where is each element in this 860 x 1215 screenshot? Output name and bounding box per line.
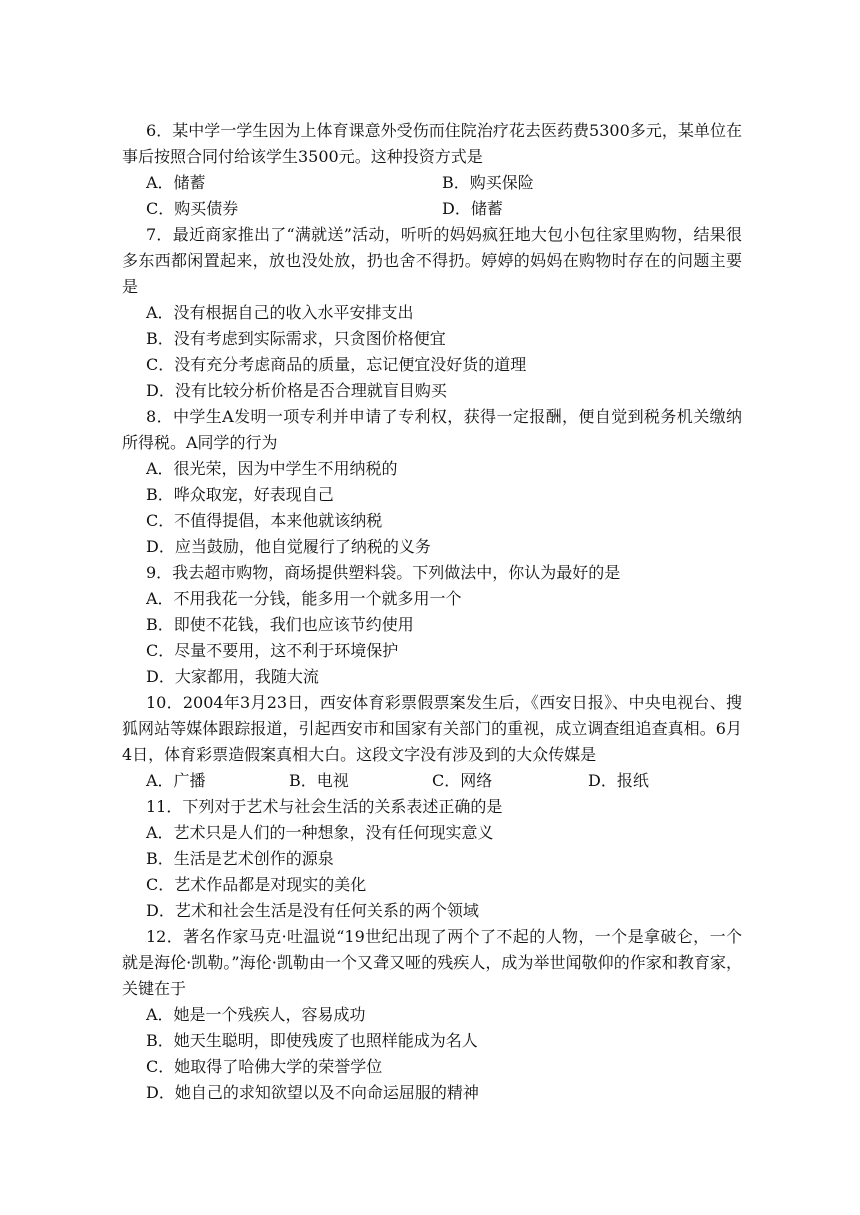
option-b: B．生活是艺术创作的源泉 — [146, 849, 334, 868]
option-d: D．大家都用，我随大流 — [146, 667, 319, 686]
option-a: A．艺术只是人们的一种想象，没有任何现实意义 — [146, 823, 494, 842]
option-a: A．储蓄 — [146, 173, 206, 192]
option-b: B．没有考虑到实际需求，只贪图价格便宜 — [146, 329, 446, 348]
option-a: A．不用我花一分钱，能多用一个就多用一个 — [146, 589, 462, 608]
option-list — [122, 1002, 742, 1106]
question-number: 7． — [146, 225, 173, 244]
question-text: 著名作家马克·吐温说“19世纪出现了两个了不起的人物，一个是拿破仑，一个就是海伦·凯勒。”海伦·凯勒由一个又聋又哑的残疾人，成为举世闻敬仰的作家和教育家，关键在于 — [122, 927, 742, 998]
question-number: 6． — [146, 121, 173, 140]
question-text: 2004年3月23日，西安体育彩票假票案发生后，《西安日报》、中央电视台、搜狐网站等媒体跟踪报道，引起西安市和国家有关部门的重视，成立调查组追查真相。6月4日，体育彩票造假案真相大白。这段文字没有涉及到的大众传媒是 — [122, 693, 742, 764]
option-a: A．广播 — [146, 771, 206, 790]
question-8 — [122, 404, 742, 560]
option-d: D．报纸 — [588, 771, 649, 790]
question-number: 8． — [146, 407, 173, 426]
question-number: 10． — [146, 693, 183, 712]
option-list — [122, 586, 742, 690]
option-d: D．储蓄 — [442, 199, 503, 218]
option-c: C．尽量不要用，这不利于环境保护 — [146, 641, 399, 660]
question-text: 下列对于艺术与社会生活的关系表述正确的是 — [182, 797, 503, 816]
question-stem — [122, 924, 742, 1002]
question-stem — [122, 560, 742, 586]
option-d: D．艺术和社会生活是没有任何关系的两个领域 — [146, 901, 479, 920]
option-c: C．她取得了哈佛大学的荣誉学位 — [146, 1057, 383, 1076]
question-text: 中学生A发明一项专利并申请了专利权，获得一定报酬，便自觉到税务机关缴纳所得税。A同学的行为 — [122, 407, 742, 452]
option-a: A．很光荣，因为中学生不用纳税的 — [146, 459, 398, 478]
option-c: C．购买债券 — [146, 199, 239, 218]
option-b: B．她天生聪明，即使残废了也照样能成为名人 — [146, 1031, 478, 1050]
option-d: D．应当鼓励，他自觉履行了纳税的义务 — [146, 537, 431, 556]
question-number: 12． — [146, 927, 184, 946]
option-c: C．没有充分考虑商品的质量，忘记便宜没好货的道理 — [146, 355, 527, 374]
question-stem — [122, 118, 742, 170]
option-b: B．即使不花钱，我们也应该节约使用 — [146, 615, 414, 634]
option-a: A．她是一个残疾人，容易成功 — [146, 1005, 366, 1024]
option-c: C．不值得提倡，本来他就该纳税 — [146, 511, 383, 530]
option-b: B．哗众取宠，好表现自己 — [146, 485, 334, 504]
question-7 — [122, 222, 742, 404]
option-d: D．没有比较分析价格是否合理就盲目购买 — [146, 381, 447, 400]
question-number: 11． — [146, 797, 183, 816]
question-text: 我去超市购物，商场提供塑料袋。下列做法中，你认为最好的是 — [172, 563, 621, 582]
question-10 — [122, 690, 742, 794]
question-12 — [122, 924, 742, 1106]
option-list — [122, 820, 742, 924]
question-text: 某中学一学生因为上体育课意外受伤而住院治疗花去医药费5300多元，某单位在事后按照合同付给该学生3500元。这种投资方式是 — [122, 121, 742, 166]
question-text: 最近商家推出了“满就送”活动，听听的妈妈疯狂地大包小包往家里购物，结果很多东西都闲置起来，放也没处放，扔也舍不得扔。婷婷的妈妈在购物时存在的问题主要是 — [122, 225, 742, 296]
option-c: C．艺术作品都是对现实的美化 — [146, 875, 367, 894]
question-11 — [122, 794, 742, 924]
question-stem — [122, 690, 742, 768]
option-list — [122, 300, 742, 404]
question-6 — [122, 118, 742, 222]
option-b: B．电视 — [289, 771, 349, 790]
option-d: D．她自己的求知欲望以及不向命运屈服的精神 — [146, 1083, 479, 1102]
option-a: A．没有根据自己的收入水平安排支出 — [146, 303, 414, 322]
question-stem — [122, 404, 742, 456]
option-list — [122, 768, 742, 794]
question-stem — [122, 794, 742, 820]
question-number: 9． — [146, 563, 173, 582]
option-list — [122, 456, 742, 560]
question-stem — [122, 222, 742, 300]
question-9 — [122, 560, 742, 690]
question-list — [122, 118, 742, 1106]
option-b: B．购买保险 — [442, 173, 534, 192]
option-c: C．网络 — [432, 771, 493, 790]
option-list — [122, 170, 742, 222]
